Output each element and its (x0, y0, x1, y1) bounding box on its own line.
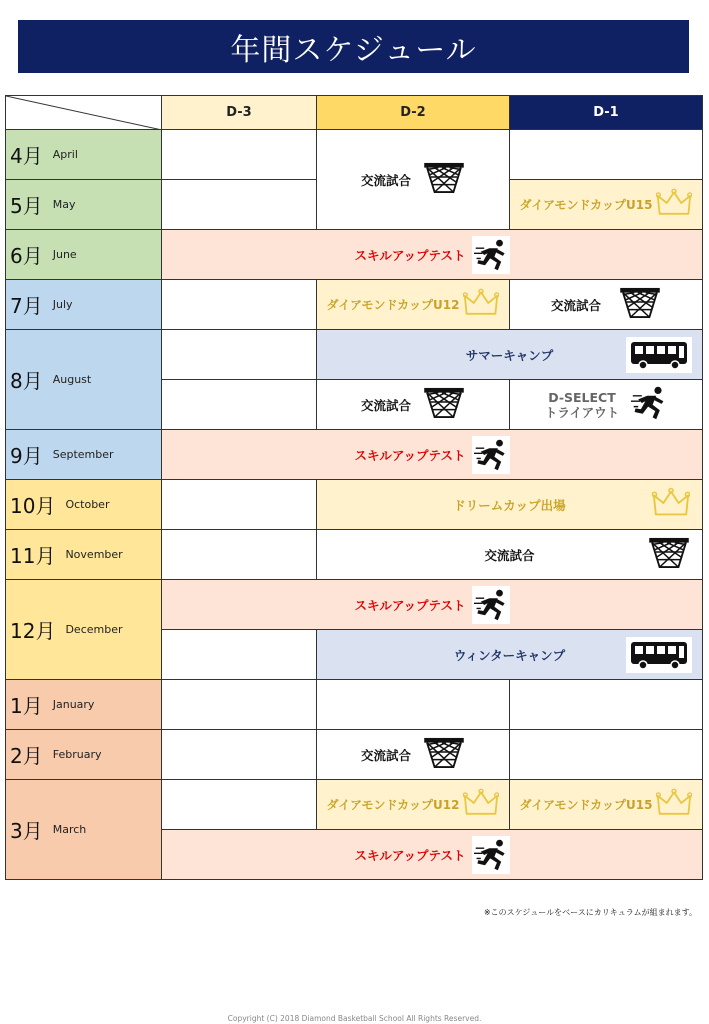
event-exchange-match (510, 280, 703, 330)
event-label-line1: D-SELECT (548, 389, 616, 405)
runner-icon (472, 236, 510, 274)
crown-icon (463, 788, 499, 821)
basketball-hoop-icon (423, 387, 465, 422)
event-label: ダイアモンドカップU12 (326, 298, 460, 312)
cell-empty (317, 680, 510, 730)
event-label: 交流試合 (360, 172, 411, 188)
month-jp: 2月 (10, 744, 43, 768)
row-november (6, 530, 703, 580)
event-label: ドリームカップ出場 (453, 497, 566, 513)
row-january (6, 680, 703, 730)
month-en: September (52, 448, 114, 461)
runner-icon (472, 436, 510, 474)
cell-empty (162, 330, 317, 380)
cell-empty (162, 480, 317, 530)
month-october (6, 480, 162, 530)
month-jp: 6月 (10, 244, 43, 268)
corner-cell (6, 96, 162, 130)
event-dream-cup (317, 480, 703, 530)
event-skill-up-test (162, 230, 703, 280)
month-en: August (52, 373, 92, 386)
event-diamond-cup-u12 (317, 280, 510, 330)
event-label: 交流試合 (360, 397, 411, 413)
event-d-select-tryout (510, 380, 703, 430)
row-february (6, 730, 703, 780)
month-january (6, 680, 162, 730)
event-skill-up-test (162, 580, 703, 630)
month-en: November (65, 548, 123, 561)
row-december-1 (6, 580, 703, 630)
event-label: スキルアップテスト (354, 447, 466, 463)
event-skill-up-test (162, 430, 703, 480)
row-april (6, 130, 703, 180)
month-jp: 12月 (10, 619, 56, 643)
event-label: スキルアップテスト (354, 597, 466, 613)
basketball-hoop-icon (423, 162, 465, 197)
basketball-hoop-icon (619, 287, 661, 322)
bus-icon (626, 637, 692, 673)
month-jp: 4月 (10, 144, 43, 168)
header-row (6, 96, 703, 130)
month-jp: 9月 (10, 444, 43, 468)
event-label: ダイアモンドカップU15 (519, 798, 653, 812)
month-en: July (52, 298, 73, 311)
month-december (6, 580, 162, 680)
row-july (6, 280, 703, 330)
row-september (6, 430, 703, 480)
row-june (6, 230, 703, 280)
row-march-1 (6, 780, 703, 830)
event-label: サマーキャンプ (465, 347, 554, 363)
month-jp: 11月 (10, 544, 56, 568)
schedule-table (5, 95, 703, 880)
page-title: 年間スケジュール (18, 20, 689, 73)
cell-empty (510, 730, 703, 780)
event-label: 交流試合 (360, 747, 411, 763)
month-jp: 1月 (10, 694, 43, 718)
event-summer-camp (317, 330, 703, 380)
month-jp: 8月 (10, 369, 43, 393)
event-label: スキルアップテスト (354, 247, 466, 263)
event-label-line2: トライアウト (544, 404, 620, 420)
month-may (6, 180, 162, 230)
month-en: January (52, 698, 95, 711)
month-july (6, 280, 162, 330)
month-june (6, 230, 162, 280)
event-label: 交流試合 (484, 547, 535, 563)
runner-icon (472, 586, 510, 624)
cell-empty (162, 630, 317, 680)
event-label: ウィンターキャンプ (453, 647, 566, 663)
event-diamond-cup-u12 (317, 780, 510, 830)
month-february (6, 730, 162, 780)
row-august-1 (6, 330, 703, 380)
cell-empty (162, 380, 317, 430)
month-november (6, 530, 162, 580)
crown-icon (656, 788, 692, 821)
event-winter-camp (317, 630, 703, 680)
bus-icon (626, 337, 692, 373)
cell-empty (162, 730, 317, 780)
diagonal-divider (6, 96, 162, 130)
month-en: March (52, 823, 87, 836)
crown-icon (656, 188, 692, 221)
cell-empty (162, 180, 317, 230)
event-exchange-match (317, 530, 703, 580)
runner-icon (631, 385, 667, 424)
event-diamond-cup-u15 (510, 180, 703, 230)
month-en: December (65, 623, 123, 636)
row-october (6, 480, 703, 530)
month-april (6, 130, 162, 180)
event-diamond-cup-u15 (510, 780, 703, 830)
month-en: June (52, 248, 77, 261)
cell-empty (510, 130, 703, 180)
copyright: Copyright (C) 2018 Diamond Basketball School All Rights Reserved. (227, 1014, 482, 1023)
month-march (6, 780, 162, 880)
header-d1: D-1 (510, 96, 703, 130)
month-en: October (65, 498, 110, 511)
cell-empty (162, 130, 317, 180)
crown-icon (463, 288, 499, 321)
month-en: February (52, 748, 102, 761)
basketball-hoop-icon (423, 737, 465, 772)
event-exchange-match (317, 380, 510, 430)
event-exchange-match (317, 730, 510, 780)
month-en: April (52, 148, 78, 161)
cell-empty (162, 530, 317, 580)
runner-icon (472, 836, 510, 874)
header-d3: D-3 (162, 96, 317, 130)
basketball-hoop-icon (648, 537, 690, 573)
event-label: ダイアモンドカップU15 (519, 198, 653, 212)
event-label: スキルアップテスト (354, 847, 466, 863)
event-exchange-match (317, 130, 510, 230)
cell-empty (162, 280, 317, 330)
cell-empty (162, 680, 317, 730)
month-august (6, 330, 162, 430)
month-jp: 7月 (10, 294, 43, 318)
footnote: ※このスケジュールをベースにカリキュラムが組まれます。 (483, 908, 697, 917)
cell-empty (510, 680, 703, 730)
event-label: ダイアモンドカップU12 (326, 798, 460, 812)
crown-icon (652, 487, 690, 523)
cell-empty (162, 780, 317, 830)
month-jp: 3月 (10, 819, 43, 843)
event-skill-up-test (162, 830, 703, 880)
month-en: May (52, 198, 76, 211)
event-label: 交流試合 (550, 297, 601, 313)
header-d2: D-2 (317, 96, 510, 130)
month-september (6, 430, 162, 480)
month-jp: 10月 (10, 494, 56, 518)
month-jp: 5月 (10, 194, 43, 218)
